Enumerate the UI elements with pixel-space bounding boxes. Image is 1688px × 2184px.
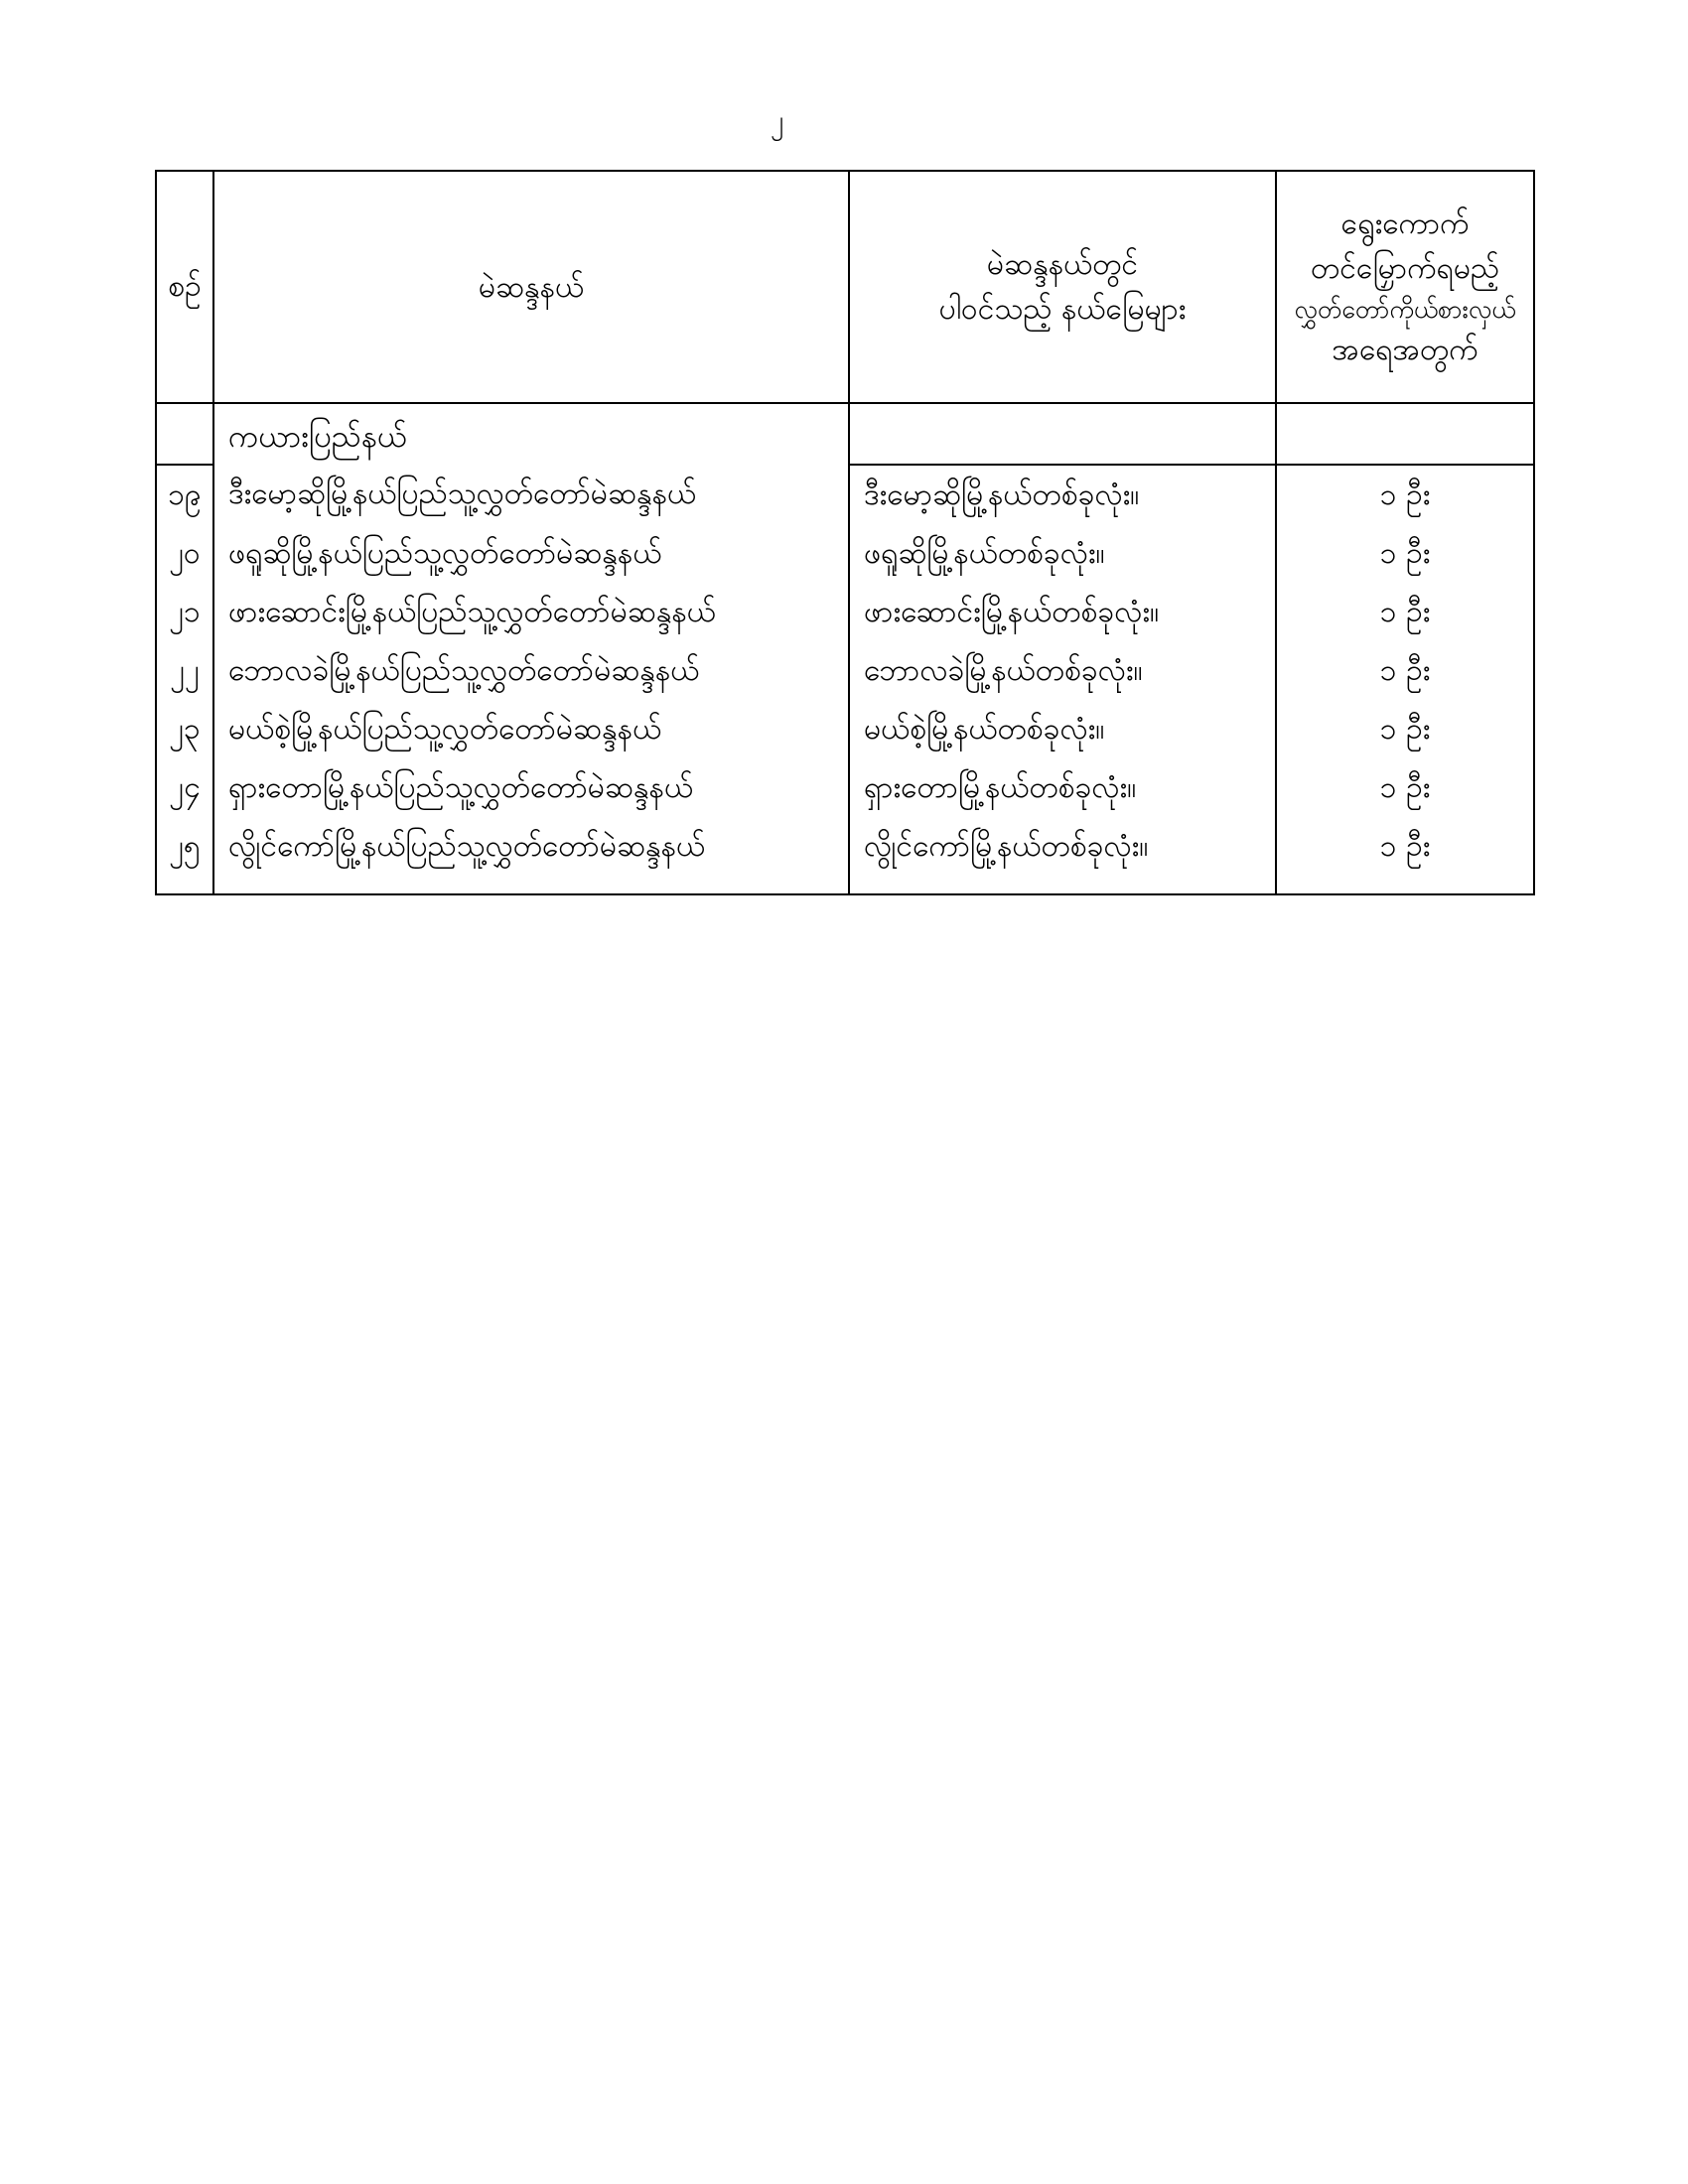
row-no <box>156 583 213 641</box>
section-cell-count <box>1276 403 1534 465</box>
section-cell-title <box>213 403 849 465</box>
table-row <box>156 700 1534 758</box>
row-area <box>849 465 1276 524</box>
row-no <box>156 641 213 700</box>
header-label-constituency: မဲဆန္ဒနယ် <box>478 269 585 305</box>
header-cell-count <box>1276 171 1534 403</box>
row-constituency <box>213 524 849 583</box>
row-constituency-text: ရှားတောမြို့နယ်ပြည်သူ့လွှတ်တော်မဲဆန္ဒနယ် <box>228 769 694 805</box>
row-constituency-text: လွိုင်ကော်မြို့နယ်ပြည်သူ့လွှတ်တော်မဲဆန္ဒနယ် <box>228 828 706 864</box>
row-area <box>849 758 1276 817</box>
row-count <box>1276 583 1534 641</box>
row-constituency-text: ဖရူဆိုမြို့နယ်ပြည်သူ့လွှတ်တော်မဲဆန္ဒနယ် <box>228 535 662 571</box>
header-cell-constituency <box>213 171 849 403</box>
row-constituency <box>213 641 849 700</box>
header-label-area-line1: မဲဆန္ဒနယ်တွင် <box>986 247 1139 282</box>
header-label-count-line1: ရွေးကောက် <box>1340 205 1470 241</box>
header-label-count-line3: လွှတ်တော်ကိုယ်စားလှယ် <box>1294 294 1516 324</box>
header-cell-area <box>849 171 1276 403</box>
row-count-text: ၁ ဦး <box>1379 652 1431 688</box>
row-count <box>1276 758 1534 817</box>
table-row <box>156 583 1534 641</box>
row-no <box>156 700 213 758</box>
section-title: ကယားပြည်နယ် <box>228 419 408 455</box>
header-row <box>156 171 1534 403</box>
row-area-text: လွိုင်ကော်မြို့နယ်တစ်ခုလုံး။ <box>864 828 1149 864</box>
row-count <box>1276 641 1534 700</box>
row-count-text: ၁ ဦး <box>1379 594 1431 629</box>
row-constituency <box>213 700 849 758</box>
row-constituency-text: ဘောလခဲမြို့နယ်ပြည်သူ့လွှတ်တော်မဲဆန္ဒနယ် <box>228 652 700 688</box>
header-label-count-line4: အရေအတွက် <box>1332 333 1478 368</box>
row-area <box>849 641 1276 700</box>
row-count <box>1276 465 1534 524</box>
row-no-text: ၂၀ <box>169 535 201 571</box>
row-no-text: ၂၂ <box>170 652 200 688</box>
section-cell-area <box>849 403 1276 465</box>
row-area-text: ဖားဆောင်းမြို့နယ်တစ်ခုလုံး။ <box>864 594 1160 629</box>
row-constituency-text: မယ်စဲ့မြို့နယ်ပြည်သူ့လွှတ်တော်မဲဆန္ဒနယ် <box>228 711 662 747</box>
row-count-text: ၁ ဦး <box>1379 769 1431 805</box>
constituency-table <box>155 170 1535 895</box>
row-no-text: ၂၃ <box>169 711 201 747</box>
row-no-text: ၁၉ <box>168 477 202 512</box>
row-area-text: မယ်စဲ့မြို့နယ်တစ်ခုလုံး။ <box>864 711 1105 747</box>
table-row <box>156 524 1534 583</box>
row-constituency <box>213 817 849 894</box>
constituency-table-wrapper <box>155 170 1533 895</box>
row-count-text: ၁ ဦး <box>1379 828 1431 864</box>
section-heading-row <box>156 403 1534 465</box>
row-no-text: ၂၄ <box>169 769 201 805</box>
row-constituency <box>213 758 849 817</box>
row-count <box>1276 524 1534 583</box>
row-count <box>1276 817 1534 894</box>
header-label-area-line2: ပါဝင်သည့် နယ်မြေများ <box>938 292 1187 327</box>
header-label-count-line2: တင်မြှောက်ရမည့် <box>1311 250 1499 286</box>
row-constituency <box>213 583 849 641</box>
row-area <box>849 817 1276 894</box>
section-cell-no <box>156 403 213 465</box>
header-cell-no <box>156 171 213 403</box>
row-area-text: ရှားတောမြို့နယ်တစ်ခုလုံး။ <box>864 769 1137 805</box>
row-no <box>156 465 213 524</box>
page-number: ၂ <box>770 105 784 136</box>
row-area <box>849 583 1276 641</box>
row-no <box>156 524 213 583</box>
header-label-no: စဉ် <box>168 269 202 304</box>
table-body <box>156 403 1534 894</box>
row-count-text: ၁ ဦး <box>1379 711 1431 747</box>
row-no <box>156 758 213 817</box>
table-header <box>156 171 1534 403</box>
row-constituency-text: ဒီးမော့ဆိုမြို့နယ်ပြည်သူ့လွှတ်တော်မဲဆန္ဒနယ် <box>228 477 697 511</box>
row-no-text: ၂၅ <box>169 828 201 864</box>
row-area <box>849 700 1276 758</box>
table-row <box>156 465 1534 524</box>
row-constituency-text: ဖားဆောင်းမြို့နယ်ပြည်သူ့လွှတ်တော်မဲဆန္ဒနယ် <box>228 594 716 629</box>
row-area <box>849 524 1276 583</box>
row-constituency <box>213 465 849 524</box>
row-area-text: ဖရူဆိုမြို့နယ်တစ်ခုလုံး။ <box>864 535 1105 571</box>
row-no-text: ၂၁ <box>169 594 201 629</box>
row-no <box>156 817 213 894</box>
row-count-text: ၁ ဦး <box>1379 535 1431 571</box>
table-row <box>156 758 1534 817</box>
table-row <box>156 817 1534 894</box>
row-count-text: ၁ ဦး <box>1379 477 1431 512</box>
row-area-text: ဒီးမော့ဆိုမြို့နယ်တစ်ခုလုံး။ <box>864 477 1140 512</box>
row-count <box>1276 700 1534 758</box>
table-row <box>156 641 1534 700</box>
row-area-text: ဘောလခဲမြို့နယ်တစ်ခုလုံး။ <box>864 652 1143 688</box>
